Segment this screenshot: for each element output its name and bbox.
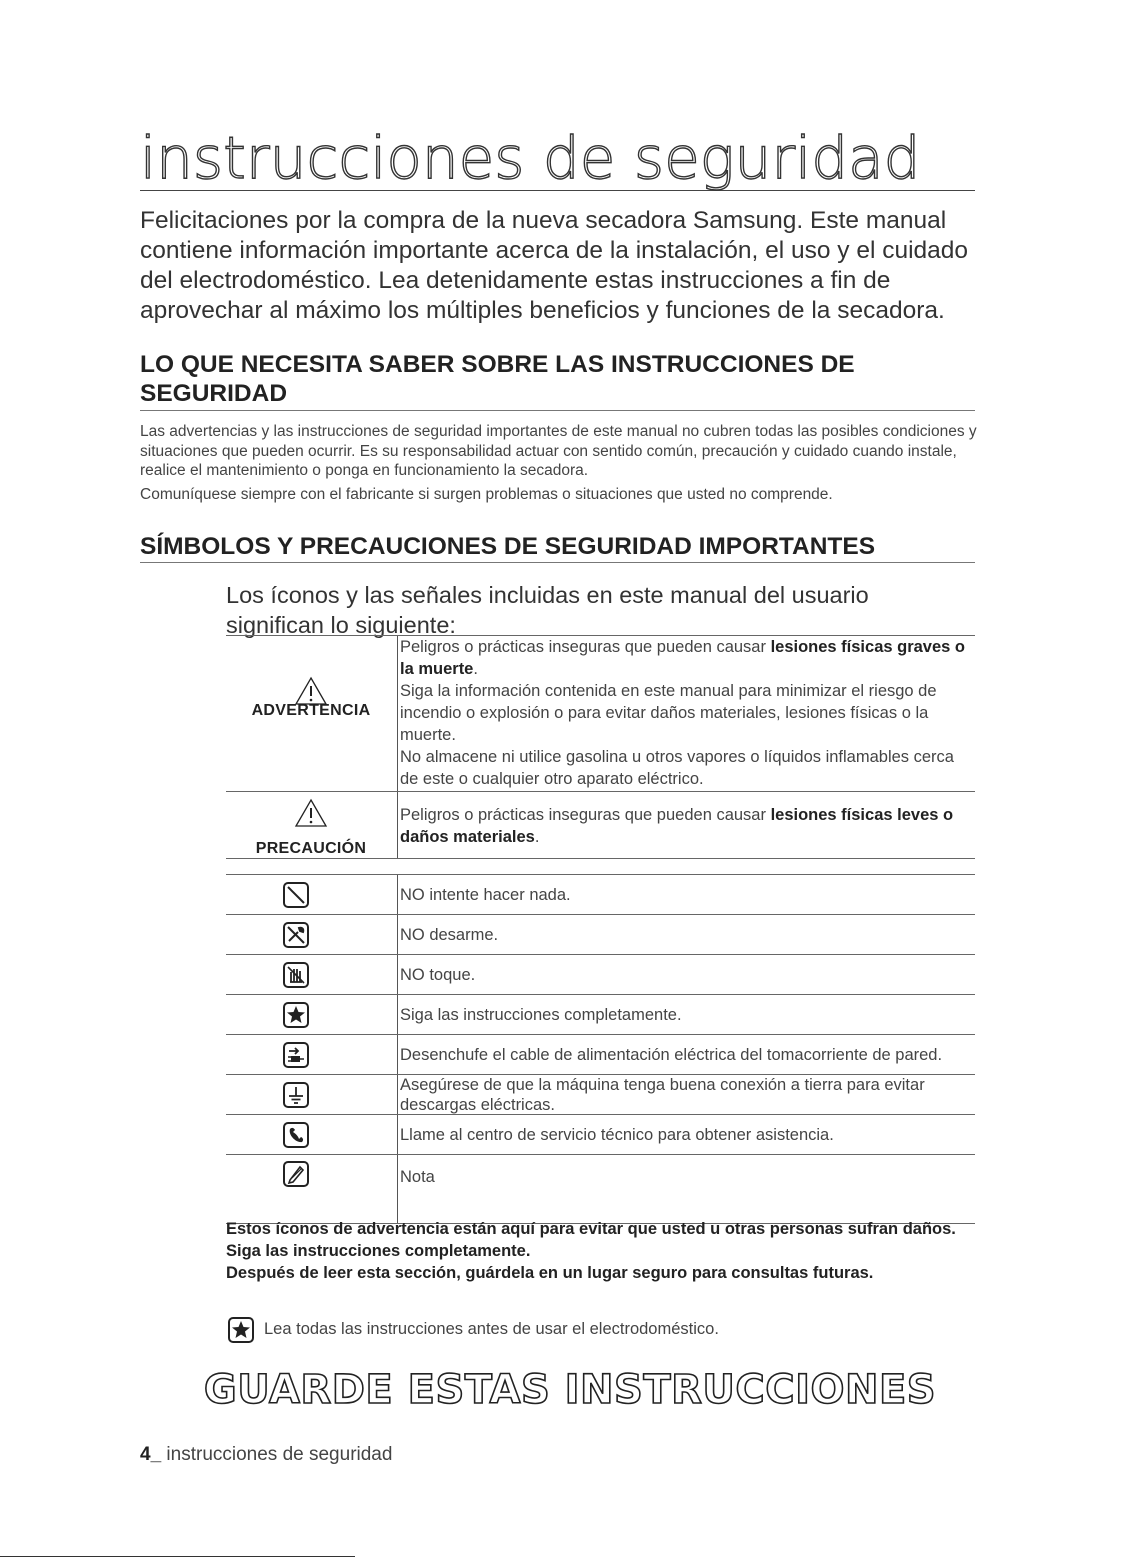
symbol-row xyxy=(226,1035,975,1075)
no-touch-icon xyxy=(283,962,309,988)
follow-instructions-icon xyxy=(226,1317,256,1343)
warning-text-2: Siga la información contenida en este manual para minimizar el riesgo de incendio o explosión o para evitar daños materiales, lesiones físicas o la muerte. xyxy=(400,682,937,744)
page-title-text: instrucciones de seguridad xyxy=(140,124,921,192)
ground-icon xyxy=(283,1082,309,1108)
symbols-lead-text: Los íconos y las señales incluidas en este manual del usuario significan lo siguiente: xyxy=(226,582,869,638)
caution-label: PRECAUCIÓN xyxy=(255,840,367,857)
warning-cell xyxy=(226,636,396,791)
symbol-row xyxy=(226,955,975,995)
caution-description xyxy=(397,792,975,858)
divider xyxy=(0,1556,355,1557)
page-number: 4_ xyxy=(140,1444,162,1465)
warning-label: ADVERTENCIA xyxy=(251,702,371,719)
section-body-instructions xyxy=(140,422,985,508)
symbol-text: Llame al centro de servicio técnico para obtener asistencia. xyxy=(397,1115,975,1154)
page-footer xyxy=(140,1444,392,1466)
symbol-row xyxy=(226,915,975,955)
symbol-row xyxy=(226,1155,975,1224)
symbol-text: Desenchufe el cable de alimentación eléctrica del tomacorriente de pared. xyxy=(397,1035,975,1074)
warning-description xyxy=(397,636,975,791)
closing-line: Estos íconos de advertencia están aquí para evitar que usted u otras personas sufran daños. xyxy=(226,1220,956,1238)
symbol-text: NO toque. xyxy=(397,955,975,994)
symbol-text: Nota xyxy=(397,1155,975,1223)
phone-icon xyxy=(283,1122,309,1148)
closing-line: Después de leer esta sección, guárdela en un lugar seguro para consultas futuras. xyxy=(226,1264,874,1282)
footer-label: instrucciones de seguridad xyxy=(161,1444,393,1465)
unplug-icon xyxy=(283,1042,309,1068)
warning-triangle-icon xyxy=(294,798,328,828)
note-text: Lea todas las instrucciones antes de usar el electrodoméstico. xyxy=(264,1320,719,1338)
caution-text: Peligros o prácticas inseguras que pueden causar lesiones físicas leves o daños materiales. xyxy=(400,806,954,846)
section-heading-symbols: SÍMBOLOS Y PRECAUCIONES DE SEGURIDAD IMPORTANTES xyxy=(140,532,975,563)
warning-row xyxy=(226,636,975,792)
save-instructions-banner: GUARDE ESTAS INSTRUCCIONES xyxy=(203,1367,937,1413)
no-disassembly-icon xyxy=(283,922,309,948)
closing-line: Siga las instrucciones completamente. xyxy=(226,1242,531,1260)
section-heading-instructions: LO QUE NECESITA SABER SOBRE LAS INSTRUCCIONES DE SEGURIDAD xyxy=(140,350,975,411)
closing-notes xyxy=(226,1218,986,1284)
caution-row xyxy=(226,792,975,859)
symbol-row xyxy=(226,1115,975,1155)
symbol-row xyxy=(226,875,975,915)
warning-text-1: Peligros o prácticas inseguras que pueden causar lesiones físicas graves o la muerte. xyxy=(400,638,966,678)
symbol-text: Siga las instrucciones completamente. xyxy=(397,995,975,1034)
page-title xyxy=(140,124,975,192)
paragraph: Comuníquese siempre con el fabricante si surgen problemas o situaciones que usted no comprende. xyxy=(140,485,833,503)
paragraph: Las advertencias y las instrucciones de seguridad importantes de este manual no cubren todas las posibles condiciones y situaciones que pueden ocurrir. Es su responsabilidad actuar con sentido común, precaución y cuidado cuando instale, realice el mantenimiento o ponga en funcionamiento la secadora. xyxy=(140,423,977,479)
symbol-text: NO intente hacer nada. xyxy=(397,875,975,914)
warning-text-3: No almacene ni utilice gasolina u otros vapores o líquidos inflamables cerca de este o cualquier otro aparato eléctrico. xyxy=(400,748,954,788)
symbol-text: NO desarme. xyxy=(397,915,975,954)
read-instructions-note xyxy=(226,1317,986,1343)
note-icon xyxy=(283,1161,309,1187)
intro-paragraph: Felicitaciones por la compra de la nueva secadora Samsung. Este manual contiene información importante acerca de la instalación, el uso y el cuidado del electrodoméstico. Lea detenidamente estas instrucciones a fin de aprovechar al máximo los múltiples beneficios y funciones de la secadora. xyxy=(140,207,969,324)
prohibited-icon xyxy=(283,882,309,908)
follow-instructions-icon xyxy=(283,1002,309,1028)
symbol-text: Asegúrese de que la máquina tenga buena conexión a tierra para evitar descargas eléctricas. xyxy=(397,1075,975,1114)
caution-cell xyxy=(226,792,396,858)
symbol-row xyxy=(226,995,975,1035)
symbol-row xyxy=(226,1075,975,1115)
